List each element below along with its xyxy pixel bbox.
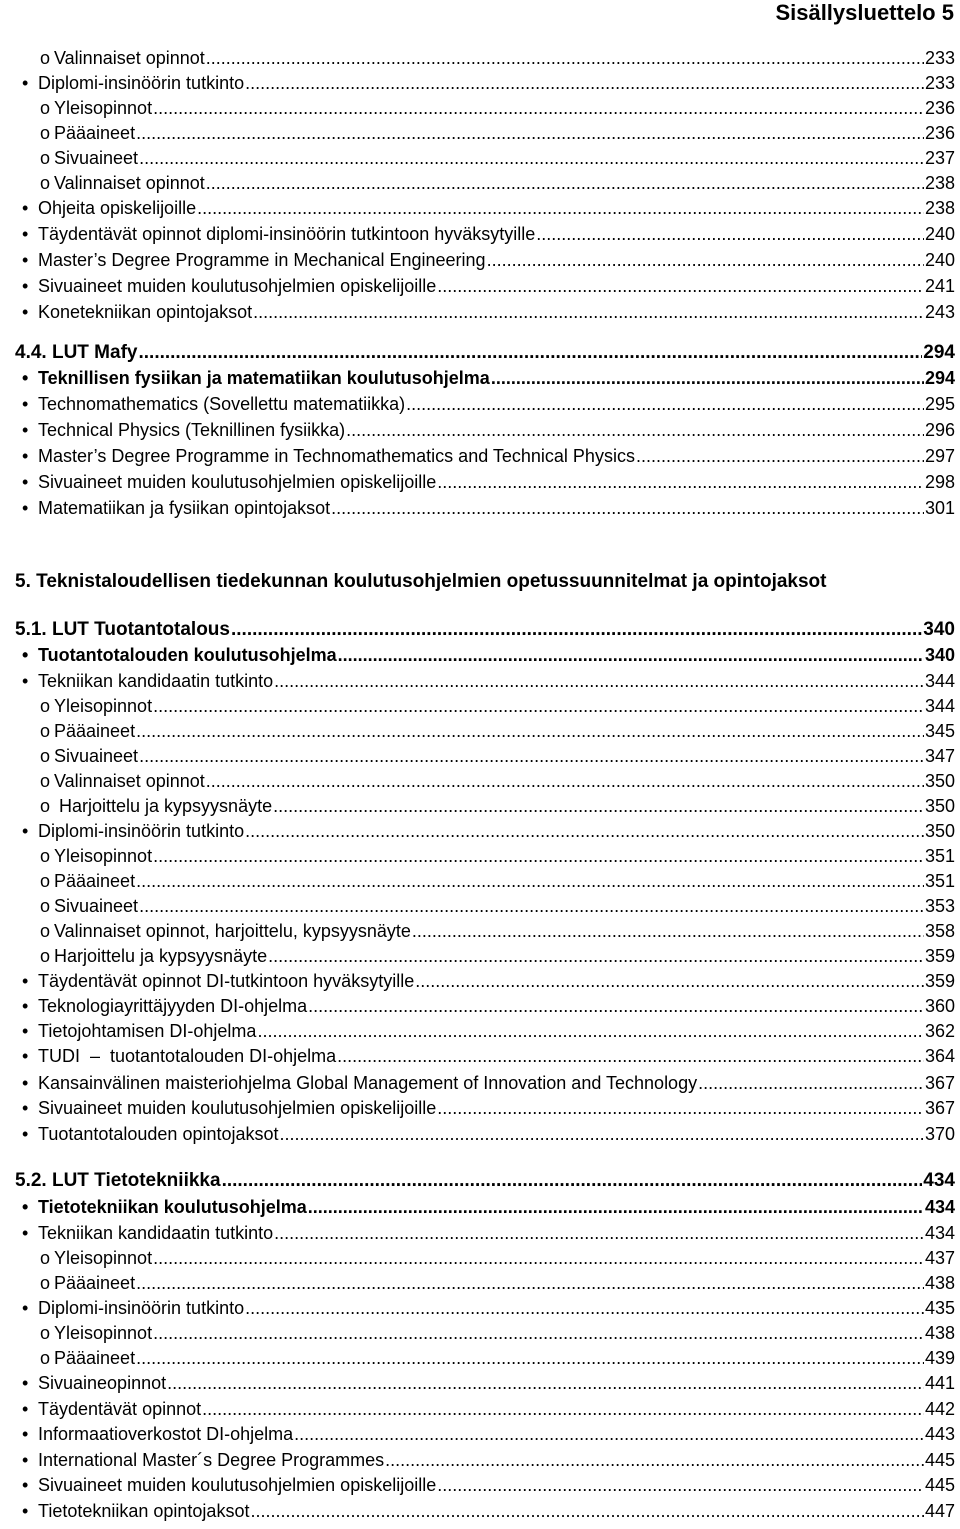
toc-entry-label: Technical Physics (Teknillinen fysiikka) bbox=[38, 420, 346, 440]
dot-leader bbox=[536, 223, 924, 245]
toc-entry[interactable] bbox=[40, 97, 955, 119]
bullet-icon: • bbox=[22, 821, 29, 841]
toc-entry-label: Yleisopinnot bbox=[54, 1248, 153, 1268]
bullet-icon: • bbox=[22, 1399, 29, 1419]
bullet-icon: • bbox=[22, 1124, 29, 1144]
toc-entry[interactable] bbox=[40, 122, 955, 144]
toc-entry[interactable] bbox=[22, 223, 955, 245]
circle-bullet-icon: o bbox=[40, 771, 51, 791]
toc-entry-label: Täydentävät opinnot diplomi-insinöörin tutkintoon hyväksytyille bbox=[38, 224, 536, 244]
dot-leader bbox=[257, 1020, 924, 1042]
circle-bullet-icon: o bbox=[40, 98, 51, 118]
toc-entry-label: Kansainvälinen maisteriohjelma Global Management of Innovation and Technology bbox=[38, 1073, 698, 1093]
toc-entry-label: 5.2. LUT Tietotekniikka bbox=[15, 1170, 221, 1191]
toc-entry-label: Diplomi-insinöörin tutkinto bbox=[38, 821, 245, 841]
bullet-icon: • bbox=[22, 73, 29, 93]
toc-entry-label: Sivuaineet bbox=[54, 148, 139, 168]
bullet-icon: • bbox=[22, 472, 29, 492]
dot-leader bbox=[274, 1222, 924, 1244]
toc-page-number: 447 bbox=[924, 1501, 955, 1521]
dot-leader bbox=[153, 1247, 924, 1269]
dot-leader bbox=[338, 644, 924, 666]
toc-entry-label: Sivuaineet muiden koulutusohjelmien opiskelijoille bbox=[38, 276, 437, 296]
dot-leader bbox=[487, 249, 924, 271]
bullet-icon: • bbox=[22, 971, 29, 991]
bullet-icon: • bbox=[22, 1501, 29, 1521]
toc-entry[interactable] bbox=[40, 720, 955, 742]
dot-leader bbox=[136, 720, 924, 742]
toc-entry[interactable] bbox=[22, 644, 955, 666]
toc-entry-label: Technomathematics (Sovellettu matematiikka) bbox=[38, 394, 406, 414]
toc-entry-label: Pääaineet bbox=[54, 1273, 136, 1293]
toc-entry[interactable] bbox=[22, 1196, 955, 1218]
toc-entry[interactable] bbox=[22, 1372, 955, 1394]
dot-leader bbox=[138, 342, 922, 364]
toc-page-number: 434 bbox=[924, 1223, 955, 1243]
dot-leader bbox=[206, 770, 924, 792]
toc-entry[interactable] bbox=[40, 770, 955, 792]
toc-entry[interactable] bbox=[22, 1097, 955, 1119]
toc-entry-label: 5.1. LUT Tuotantotalous bbox=[15, 619, 230, 640]
bullet-icon: • bbox=[22, 394, 29, 414]
toc-page-number: 340 bbox=[923, 619, 955, 640]
dot-leader bbox=[136, 1272, 924, 1294]
toc-entry-label: 4.4. LUT Mafy bbox=[15, 342, 138, 363]
bullet-icon: • bbox=[22, 198, 29, 218]
toc-entry-label: Sivuaineet muiden koulutusohjelmien opiskelijoille bbox=[38, 1475, 437, 1495]
dot-leader bbox=[337, 1045, 924, 1067]
toc-entry-label: Pääaineet bbox=[54, 123, 136, 143]
toc-page-number: 350 bbox=[924, 796, 955, 816]
toc-entry[interactable] bbox=[40, 920, 955, 942]
toc-entry[interactable] bbox=[40, 745, 955, 767]
bullet-icon: • bbox=[22, 420, 29, 440]
toc-entry[interactable] bbox=[40, 695, 955, 717]
toc-entry[interactable] bbox=[22, 301, 955, 323]
dot-leader bbox=[385, 1449, 924, 1471]
bullet-icon: • bbox=[22, 1373, 29, 1393]
dot-leader bbox=[250, 1500, 923, 1522]
toc-entry-label: Sivuaineet muiden koulutusohjelmien opiskelijoille bbox=[38, 472, 437, 492]
toc-entry[interactable] bbox=[22, 1123, 955, 1145]
toc-page-number: 301 bbox=[924, 498, 955, 518]
bullet-icon: • bbox=[22, 224, 29, 244]
bullet-icon: • bbox=[22, 1450, 29, 1470]
toc-page-number: 236 bbox=[924, 123, 955, 143]
toc-entry-label: Yleisopinnot bbox=[54, 98, 153, 118]
toc-entry-label: Valinnaiset opinnot, harjoittelu, kypsyysnäyte bbox=[54, 921, 411, 941]
dot-leader bbox=[273, 795, 924, 817]
circle-bullet-icon: o bbox=[40, 846, 51, 866]
circle-bullet-icon: o bbox=[40, 946, 51, 966]
circle-bullet-icon: o bbox=[40, 871, 51, 891]
toc-page-number: 351 bbox=[924, 846, 955, 866]
toc-entry[interactable] bbox=[22, 820, 955, 842]
circle-bullet-icon: o bbox=[40, 721, 51, 741]
bullet-icon: • bbox=[22, 250, 29, 270]
toc-entry-label: Sivuaineet bbox=[54, 896, 139, 916]
toc-entry[interactable] bbox=[22, 445, 955, 467]
dot-leader bbox=[308, 995, 924, 1017]
circle-bullet-icon: o bbox=[40, 796, 51, 816]
bullet-icon: • bbox=[22, 1197, 29, 1217]
bullet-icon: • bbox=[22, 996, 29, 1016]
toc-entry[interactable] bbox=[22, 471, 955, 493]
toc-entry[interactable] bbox=[22, 275, 955, 297]
dot-leader bbox=[268, 945, 924, 967]
toc-entry-label: TUDI – tuotantotalouden DI-ohjelma bbox=[38, 1046, 337, 1066]
toc-page-number: 243 bbox=[924, 302, 955, 322]
toc-entry-label: Informaatioverkostot DI-ohjelma bbox=[38, 1424, 294, 1444]
circle-bullet-icon: o bbox=[40, 1273, 51, 1293]
toc-entry[interactable] bbox=[22, 249, 955, 271]
toc-entry-label: Master’s Degree Programme in Mechanical Engineering bbox=[38, 250, 486, 270]
toc-entry-label: Täydentävät opinnot bbox=[38, 1399, 202, 1419]
toc-entry-label: Teknologiayrittäjyyden DI-ohjelma bbox=[38, 996, 308, 1016]
dot-leader bbox=[136, 870, 924, 892]
toc-page-number: 438 bbox=[924, 1273, 955, 1293]
toc-section-heading[interactable] bbox=[15, 619, 955, 641]
bullet-icon: • bbox=[22, 368, 29, 388]
toc-entry-label: Valinnaiset opinnot bbox=[54, 173, 205, 193]
toc-page-number: 435 bbox=[924, 1298, 955, 1318]
dot-leader bbox=[491, 367, 924, 389]
toc-entry-label: International Master´s Degree Programmes bbox=[38, 1450, 385, 1470]
toc-page-number: 295 bbox=[924, 394, 955, 414]
dot-leader bbox=[253, 301, 924, 323]
toc-entry[interactable] bbox=[40, 147, 955, 169]
toc-entry[interactable] bbox=[22, 1398, 955, 1420]
toc-entry[interactable] bbox=[22, 393, 955, 415]
header-title: Sisällysluettelo bbox=[775, 0, 936, 25]
toc-entry[interactable] bbox=[22, 970, 955, 992]
dot-leader bbox=[308, 1196, 924, 1218]
dot-leader bbox=[415, 970, 924, 992]
toc-entry[interactable] bbox=[22, 1072, 955, 1094]
dot-leader bbox=[197, 197, 924, 219]
toc-page-number: 370 bbox=[924, 1124, 955, 1144]
toc-section-heading[interactable] bbox=[15, 342, 955, 364]
toc-page-number: 347 bbox=[924, 746, 955, 766]
toc-page-number: 240 bbox=[924, 224, 955, 244]
toc-page-number: 367 bbox=[924, 1098, 955, 1118]
toc-entry-label: Täydentävät opinnot DI-tutkintoon hyväksytyille bbox=[38, 971, 415, 991]
toc-page-number: 241 bbox=[924, 276, 955, 296]
dot-leader bbox=[202, 1398, 924, 1420]
toc-page-number: 362 bbox=[924, 1021, 955, 1041]
toc-page-number: 445 bbox=[924, 1450, 955, 1470]
dot-leader bbox=[231, 619, 922, 641]
toc-entry[interactable] bbox=[22, 1423, 955, 1445]
toc-entry[interactable] bbox=[22, 1297, 955, 1319]
toc-page-number: 353 bbox=[924, 896, 955, 916]
toc-page-number: 360 bbox=[924, 996, 955, 1016]
dot-leader bbox=[206, 47, 924, 69]
dot-leader bbox=[437, 471, 924, 493]
toc-page-number: 441 bbox=[924, 1373, 955, 1393]
bullet-icon: • bbox=[22, 1424, 29, 1444]
toc-page-number: 359 bbox=[924, 971, 955, 991]
toc-entry[interactable] bbox=[40, 795, 955, 817]
toc-page-number: 236 bbox=[924, 98, 955, 118]
toc-entry[interactable] bbox=[22, 72, 955, 94]
bullet-icon: • bbox=[22, 1475, 29, 1495]
toc-entry-label: Sivuaineet bbox=[54, 746, 139, 766]
bullet-icon: • bbox=[22, 645, 29, 665]
toc-entry-label: Yleisopinnot bbox=[54, 696, 153, 716]
toc-entry[interactable] bbox=[22, 197, 955, 219]
dot-leader bbox=[153, 845, 924, 867]
toc-entry-label: Harjoittelu ja kypsyysnäyte bbox=[54, 796, 273, 816]
header-page-number: 5 bbox=[941, 0, 954, 25]
dot-leader bbox=[280, 1123, 924, 1145]
bullet-icon: • bbox=[22, 671, 29, 691]
toc-page-number: 439 bbox=[924, 1348, 955, 1368]
toc-entry-label: Pääaineet bbox=[54, 721, 136, 741]
dot-leader bbox=[153, 97, 924, 119]
toc-entry[interactable] bbox=[22, 995, 955, 1017]
toc-page-number: 296 bbox=[924, 420, 955, 440]
toc-page-number: 359 bbox=[924, 946, 955, 966]
toc-page-number: 437 bbox=[924, 1248, 955, 1268]
toc-entry[interactable] bbox=[40, 47, 955, 69]
toc-entry[interactable] bbox=[40, 1247, 955, 1269]
toc-entry-label: Diplomi-insinöörin tutkinto bbox=[38, 73, 245, 93]
dot-leader bbox=[167, 1372, 924, 1394]
dot-leader bbox=[636, 445, 924, 467]
toc-page-number: 233 bbox=[924, 73, 955, 93]
toc-entry-label: Valinnaiset opinnot bbox=[54, 771, 205, 791]
dot-leader bbox=[437, 1097, 924, 1119]
dot-leader bbox=[698, 1072, 924, 1094]
toc-entry[interactable] bbox=[40, 172, 955, 194]
toc-entry[interactable] bbox=[40, 1322, 955, 1344]
bullet-icon: • bbox=[22, 1046, 29, 1066]
toc-page-number: 442 bbox=[924, 1399, 955, 1419]
dot-leader bbox=[206, 172, 924, 194]
dot-leader bbox=[412, 920, 924, 942]
toc-page-number: 344 bbox=[924, 696, 955, 716]
toc-entry-label: Tekniikan kandidaatin tutkinto bbox=[38, 1223, 274, 1243]
toc-entry-label: Sivuaineopinnot bbox=[38, 1373, 167, 1393]
toc-page-number: 445 bbox=[924, 1475, 955, 1495]
circle-bullet-icon: o bbox=[40, 48, 51, 68]
toc-page-number: 364 bbox=[924, 1046, 955, 1066]
toc-page-number: 351 bbox=[924, 871, 955, 891]
circle-bullet-icon: o bbox=[40, 173, 51, 193]
circle-bullet-icon: o bbox=[40, 696, 51, 716]
dot-leader bbox=[274, 670, 924, 692]
toc-entry-label: Tekniikan kandidaatin tutkinto bbox=[38, 671, 274, 691]
toc-page-number: 294 bbox=[923, 342, 955, 363]
dot-leader bbox=[136, 122, 924, 144]
toc-page-number: 238 bbox=[924, 173, 955, 193]
toc-entry-label: Tuotantotalouden koulutusohjelma bbox=[38, 645, 337, 665]
toc-entry[interactable] bbox=[22, 670, 955, 692]
bullet-icon: • bbox=[22, 1298, 29, 1318]
dot-leader bbox=[139, 895, 924, 917]
toc-page-number: 237 bbox=[924, 148, 955, 168]
toc-entry[interactable] bbox=[22, 497, 955, 519]
toc-entry-label: Tietojohtamisen DI-ohjelma bbox=[38, 1021, 257, 1041]
toc-page-number: 344 bbox=[924, 671, 955, 691]
toc-entry[interactable] bbox=[40, 870, 955, 892]
dot-leader bbox=[245, 1297, 924, 1319]
toc-page-number: 438 bbox=[924, 1323, 955, 1343]
dot-leader bbox=[136, 1347, 924, 1369]
circle-bullet-icon: o bbox=[40, 896, 51, 916]
toc-entry[interactable] bbox=[22, 1449, 955, 1471]
toc-entry[interactable] bbox=[22, 1474, 955, 1496]
circle-bullet-icon: o bbox=[40, 921, 51, 941]
circle-bullet-icon: o bbox=[40, 123, 51, 143]
dot-leader bbox=[294, 1423, 924, 1445]
toc-entry[interactable] bbox=[40, 845, 955, 867]
toc-entry[interactable] bbox=[40, 1347, 955, 1369]
dot-leader bbox=[139, 745, 924, 767]
toc-entry-label: Harjoittelu ja kypsyysnäyte bbox=[54, 946, 268, 966]
page-header bbox=[775, 0, 954, 26]
dot-leader bbox=[153, 1322, 924, 1344]
dot-leader bbox=[139, 147, 924, 169]
circle-bullet-icon: o bbox=[40, 148, 51, 168]
dot-leader bbox=[245, 820, 924, 842]
circle-bullet-icon: o bbox=[40, 746, 51, 766]
bullet-icon: • bbox=[22, 302, 29, 322]
toc-entry-label: Ohjeita opiskelijoille bbox=[38, 198, 197, 218]
dot-leader bbox=[153, 695, 924, 717]
toc-entry-label: Teknillisen fysiikan ja matematiikan koulutusohjelma bbox=[38, 368, 490, 388]
circle-bullet-icon: o bbox=[40, 1248, 51, 1268]
dot-leader bbox=[437, 1474, 924, 1496]
toc-entry-label: Pääaineet bbox=[54, 871, 136, 891]
toc-entry-label: Sivuaineet muiden koulutusohjelmien opiskelijoille bbox=[38, 1098, 437, 1118]
toc-page-number: 443 bbox=[924, 1424, 955, 1444]
toc-page-number: 358 bbox=[924, 921, 955, 941]
toc-page-number: 340 bbox=[924, 645, 955, 665]
dot-leader bbox=[222, 1170, 923, 1192]
toc-page-number: 350 bbox=[924, 771, 955, 791]
toc-entry-label: Valinnaiset opinnot bbox=[54, 48, 205, 68]
dot-leader bbox=[346, 419, 924, 441]
toc-entry[interactable] bbox=[22, 1045, 955, 1067]
bullet-icon: • bbox=[22, 1073, 29, 1093]
toc-entry-label: Tietotekniikan koulutusohjelma bbox=[38, 1197, 307, 1217]
dot-leader bbox=[406, 393, 924, 415]
toc-entry-label: Tuotantotalouden opintojaksot bbox=[38, 1124, 279, 1144]
toc-entry[interactable] bbox=[22, 367, 955, 389]
bullet-icon: • bbox=[22, 498, 29, 518]
toc-entry-label: Master’s Degree Programme in Technomathematics and Technical Physics bbox=[38, 446, 635, 466]
bullet-icon: • bbox=[22, 1223, 29, 1243]
toc-entry[interactable] bbox=[40, 945, 955, 967]
bullet-icon: • bbox=[22, 1021, 29, 1041]
toc-page-number: 345 bbox=[924, 721, 955, 741]
toc-page-number: 294 bbox=[924, 368, 955, 388]
toc-entry[interactable] bbox=[40, 895, 955, 917]
toc-page-number: 434 bbox=[923, 1170, 955, 1191]
toc-page-number: 434 bbox=[924, 1197, 955, 1217]
toc-section-heading[interactable] bbox=[15, 1170, 955, 1192]
toc-page-number: 298 bbox=[924, 472, 955, 492]
toc-page-number: 240 bbox=[924, 250, 955, 270]
dot-leader bbox=[331, 497, 924, 519]
bullet-icon: • bbox=[22, 1098, 29, 1118]
toc-page-number: 233 bbox=[924, 48, 955, 68]
circle-bullet-icon: o bbox=[40, 1323, 51, 1343]
toc-entry-label: Yleisopinnot bbox=[54, 846, 153, 866]
toc-page-number: 367 bbox=[924, 1073, 955, 1093]
chapter-heading: 5. Teknistaloudellisen tiedekunnan koulutusohjelmien opetussuunnitelmat ja opintojaksot bbox=[15, 571, 827, 592]
dot-leader bbox=[245, 72, 924, 94]
toc-entry-label: Diplomi-insinöörin tutkinto bbox=[38, 1298, 245, 1318]
toc-entry[interactable] bbox=[22, 1020, 955, 1042]
circle-bullet-icon: o bbox=[40, 1348, 51, 1368]
toc-page-number: 350 bbox=[924, 821, 955, 841]
toc-entry-label: Matematiikan ja fysiikan opintojaksot bbox=[38, 498, 331, 518]
toc-entry[interactable] bbox=[40, 1272, 955, 1294]
toc-entry-label: Konetekniikan opintojaksot bbox=[38, 302, 253, 322]
toc-page-number: 297 bbox=[924, 446, 955, 466]
toc-entry[interactable] bbox=[22, 1222, 955, 1244]
toc-entry-label: Tietotekniikan opintojaksot bbox=[38, 1501, 250, 1521]
bullet-icon: • bbox=[22, 446, 29, 466]
toc-entry[interactable] bbox=[22, 419, 955, 441]
toc-page-number: 238 bbox=[924, 198, 955, 218]
dot-leader bbox=[437, 275, 924, 297]
toc-entry-label: Pääaineet bbox=[54, 1348, 136, 1368]
toc-entry-label: Yleisopinnot bbox=[54, 1323, 153, 1343]
bullet-icon: • bbox=[22, 276, 29, 296]
toc-entry[interactable] bbox=[22, 1500, 955, 1522]
